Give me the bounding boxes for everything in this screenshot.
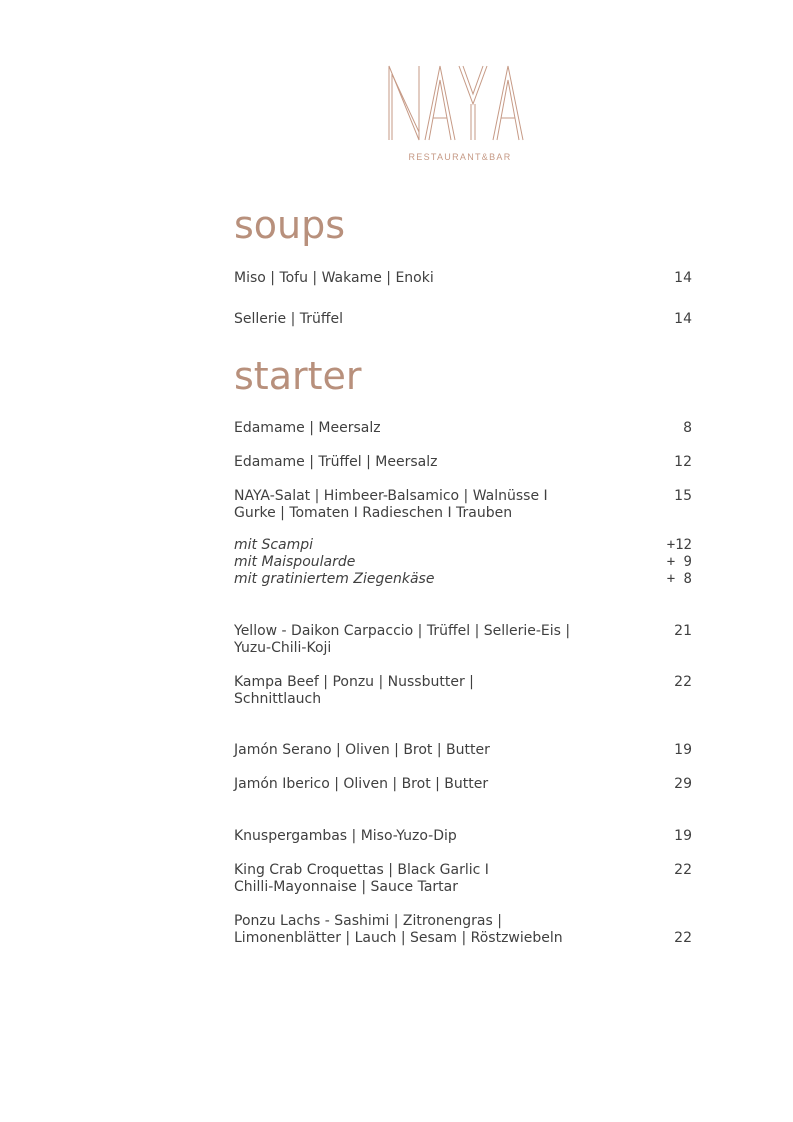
item-price: 19 [674,742,692,758]
salad-extras [234,537,694,588]
item-name: NAYA-Salat | Himbeer-Balsamico | Walnüsse I Gurke | Tomaten I Radieschen I Trauben [234,488,548,521]
item-price: 22 [674,674,692,690]
menu-item [234,862,694,896]
extra-price: +12 [666,537,692,553]
menu-item [234,270,694,287]
item-price: 21 [674,623,692,639]
menu-item [234,742,694,759]
extra-name: mit gratiniertem Ziegenkäse [234,571,435,587]
extra-option [234,537,694,554]
section-title-soups: soups [234,203,346,247]
item-name: Miso | Tofu | Wakame | Enoki [234,270,434,286]
menu-item [234,488,694,522]
item-name: Ponzu Lachs - Sashimi | Zitronengras | Limonenblätter | Lauch | Sesam | Röstzwiebeln [234,913,563,946]
item-name: King Crab Croquettas | Black Garlic I Chilli-Mayonnaise | Sauce Tartar [234,862,489,895]
item-name: Yellow - Daikon Carpaccio | Trüffel | Sellerie-Eis | Yuzu-Chili-Koji [234,623,571,656]
item-name: Edamame | Meersalz [234,420,381,436]
extra-option [234,571,694,588]
menu-item [234,311,694,328]
item-price: 14 [674,270,692,286]
item-price: 12 [674,454,692,470]
item-name: Sellerie | Trüffel [234,311,344,327]
menu-item [234,623,694,657]
section-title-starter: starter [234,354,362,398]
menu-item [234,828,694,845]
item-price: 22 [674,930,692,946]
item-price: 22 [674,862,692,878]
item-price: 19 [674,828,692,844]
item-price: 29 [674,776,692,792]
extra-price: + 8 [666,571,692,587]
item-price: 8 [683,420,692,436]
menu-item [234,454,694,471]
menu-item [234,420,694,437]
extra-price: + 9 [666,554,692,570]
item-name: Edamame | Trüffel | Meersalz [234,454,438,470]
logo-tagline: RESTAURANT&BAR [408,152,512,162]
item-name: Knuspergambas | Miso-Yuzo-Dip [234,828,457,844]
menu-item [234,913,694,947]
item-price: 15 [674,488,692,504]
menu-item [234,674,694,708]
extra-option [234,554,694,571]
extra-name: mit Maispoularde [234,554,356,570]
extra-name: mit Scampi [234,537,314,553]
item-price: 14 [674,311,692,327]
item-name: Kampa Beef | Ponzu | Nussbutter | Schnittlauch [234,674,474,707]
menu-item [234,776,694,793]
item-name: Jamón Serano | Oliven | Brot | Butter [234,742,490,758]
item-name: Jamón Iberico | Oliven | Brot | Butter [234,776,489,792]
